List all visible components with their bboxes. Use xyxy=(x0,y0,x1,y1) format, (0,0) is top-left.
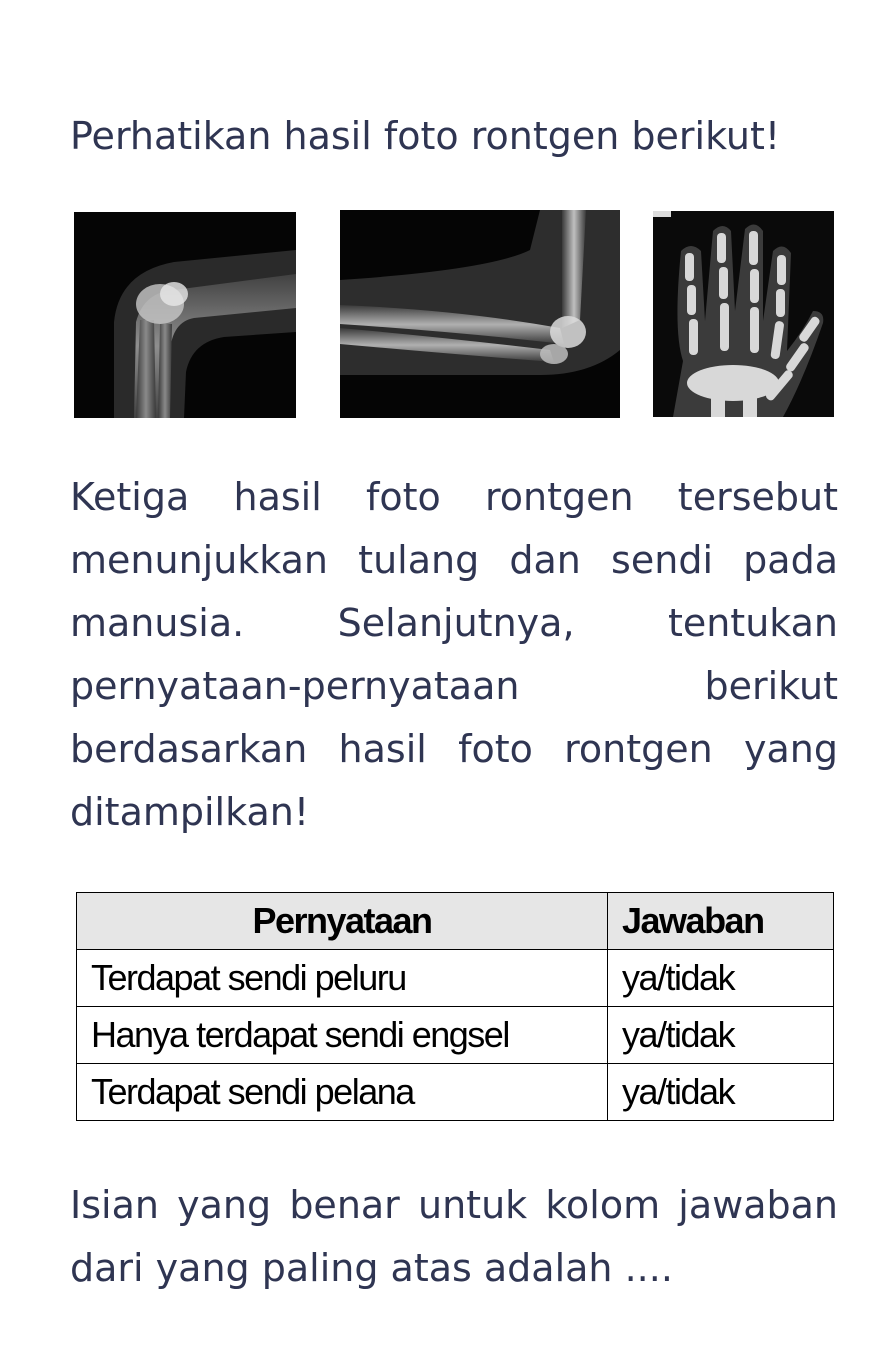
intro-text: Perhatikan hasil foto rontgen berikut! xyxy=(70,114,781,158)
xray-elbow-bent-image xyxy=(74,212,296,418)
xray-arm-straight-image xyxy=(340,210,620,418)
xray-hand-image xyxy=(653,211,834,417)
table-header-row xyxy=(77,893,834,950)
statement-cell: Terdapat sendi peluru xyxy=(77,950,608,1007)
table-row xyxy=(77,1064,834,1121)
statement-cell: Terdapat sendi pelana xyxy=(77,1064,608,1121)
table-row xyxy=(77,950,834,1007)
answer-cell: ya/tidak xyxy=(608,1064,834,1121)
table-row xyxy=(77,1007,834,1064)
xray-hand-icon xyxy=(653,211,834,417)
answer-cell: ya/tidak xyxy=(608,950,834,1007)
xray-arm-straight-icon xyxy=(340,210,620,418)
header-pernyataan: Pernyataan xyxy=(77,893,608,950)
header-jawaban: Jawaban xyxy=(608,893,834,950)
instruction-paragraph: Ketiga hasil foto rontgen tersebut menunjukkan tulang dan sendi pada manusia. Selanjutnya, tentukan pernyataan-pernyataan berikut berdasarkan hasil foto rontgen yang ditampilkan! xyxy=(70,475,838,834)
question-text: Isian yang benar untuk kolom jawaban dari yang paling atas adalah .... xyxy=(70,1183,838,1290)
xray-elbow-bent-icon xyxy=(74,212,296,418)
statement-cell: Hanya terdapat sendi engsel xyxy=(77,1007,608,1064)
statement-table xyxy=(76,892,834,1121)
answer-cell: ya/tidak xyxy=(608,1007,834,1064)
